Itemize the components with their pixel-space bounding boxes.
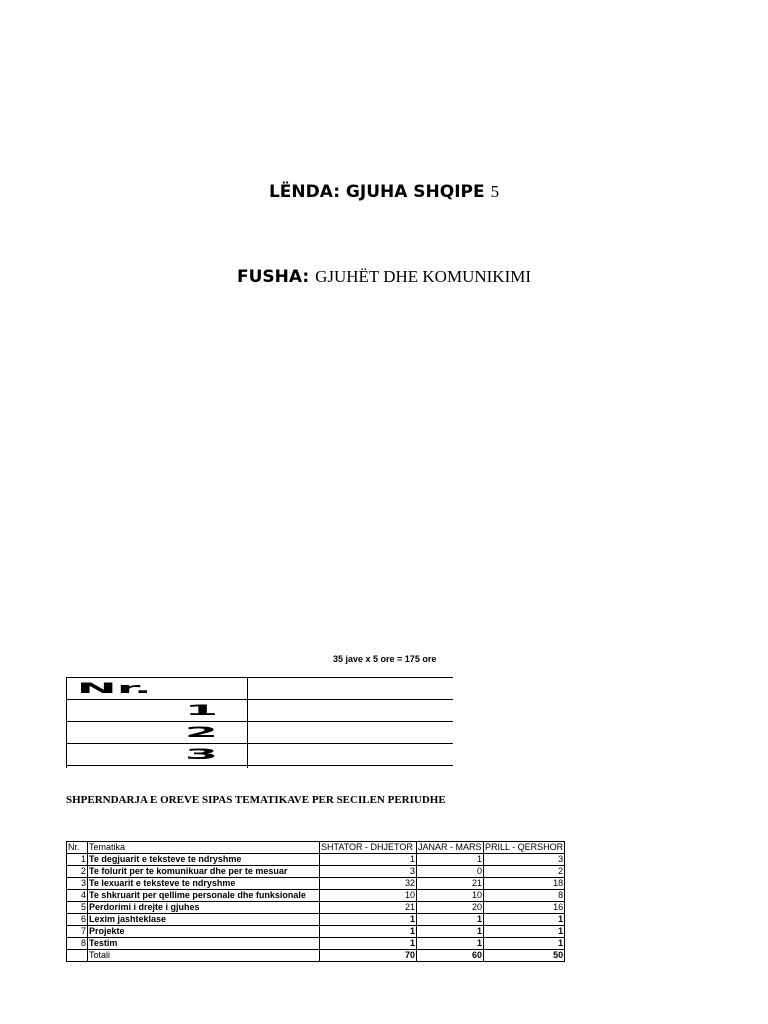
- nr-table-row: [67, 722, 454, 744]
- nr-table-header-row: [67, 678, 454, 700]
- row-value-prill: 2: [484, 866, 565, 878]
- row-value-shtator: 10: [320, 890, 417, 902]
- row-value-shtator: 1: [320, 926, 417, 938]
- row-value-janar: 1: [417, 926, 484, 938]
- total-janar: 60: [417, 950, 484, 962]
- row-value-janar: 0: [417, 866, 484, 878]
- nr-table-row: [67, 700, 454, 722]
- field-value: GJUHËT DHE KOMUNIKIMI: [315, 267, 532, 286]
- subject-grade: 5: [490, 182, 500, 201]
- hours-distribution-table: [66, 841, 565, 962]
- subject-title: [0, 182, 768, 202]
- table-row: [67, 854, 565, 866]
- nr-table-header: Nr.: [76, 679, 152, 697]
- row-number: 7: [67, 926, 88, 938]
- table-row: [67, 914, 565, 926]
- table-row: [67, 866, 565, 878]
- table-row: [67, 926, 565, 938]
- row-number: 6: [67, 914, 88, 926]
- row-number: 3: [67, 878, 88, 890]
- nr-table-row: [67, 744, 454, 766]
- column-header: SHTATOR - DHJETOR: [320, 842, 417, 854]
- row-value-shtator: 1: [320, 914, 417, 926]
- row-number: 1: [67, 854, 88, 866]
- hours-note: 35 jave x 5 ore = 175 ore: [333, 654, 437, 664]
- column-header: Nr.: [67, 842, 88, 854]
- nr-table-number: 3: [184, 745, 219, 763]
- row-value-prill: 3: [484, 854, 565, 866]
- total-prill: 50: [484, 950, 565, 962]
- row-value-prill: 8: [484, 890, 565, 902]
- nr-table: [66, 677, 453, 768]
- nr-table-number: 1: [184, 701, 219, 719]
- row-topic: Projekte: [88, 926, 320, 938]
- row-value-prill: 1: [484, 914, 565, 926]
- row-topic: Te folurit per te komunikuar dhe per te mesuar: [88, 866, 320, 878]
- row-value-prill: 1: [484, 926, 565, 938]
- row-value-prill: 1: [484, 938, 565, 950]
- total-label: Totali: [88, 950, 320, 962]
- field-title: [0, 267, 768, 287]
- table-row: [67, 878, 565, 890]
- row-number: 2: [67, 866, 88, 878]
- table-row: [67, 938, 565, 950]
- row-value-shtator: 3: [320, 866, 417, 878]
- row-value-shtator: 1: [320, 854, 417, 866]
- row-value-shtator: 32: [320, 878, 417, 890]
- row-value-janar: 1: [417, 854, 484, 866]
- column-header: PRILL - QERSHOR: [485, 842, 564, 852]
- subject-value: GJUHA SHQIPE: [345, 182, 485, 202]
- row-value-prill: 18: [484, 878, 565, 890]
- row-topic: Perdorimi i drejte i gjuhes: [88, 902, 320, 914]
- row-topic: Te lexuarit e teksteve te ndryshme: [88, 878, 320, 890]
- row-value-janar: 20: [417, 902, 484, 914]
- row-value-janar: 10: [417, 890, 484, 902]
- nr-table-number: 2: [184, 723, 219, 741]
- row-value-shtator: 1: [320, 938, 417, 950]
- row-value-janar: 21: [417, 878, 484, 890]
- section-heading: SHPERNDARJA E OREVE SIPAS TEMATIKAVE PER SECILEN PERIUDHE: [66, 794, 446, 806]
- table-row: [67, 890, 565, 902]
- total-shtator: 70: [320, 950, 417, 962]
- table-header-row: [67, 842, 565, 854]
- subject-label: LËNDA:: [268, 182, 340, 202]
- field-label: FUSHA:: [236, 267, 310, 287]
- row-number: 8: [67, 938, 88, 950]
- column-header: JANAR - MARS: [418, 842, 482, 852]
- row-number: 5: [67, 902, 88, 914]
- row-topic: Lexim jashteklase: [88, 914, 320, 926]
- table-row: [67, 902, 565, 914]
- row-value-prill: 16: [484, 902, 565, 914]
- row-value-janar: 1: [417, 914, 484, 926]
- column-header: Tematika: [88, 842, 320, 854]
- row-number: 4: [67, 890, 88, 902]
- row-topic: Testim: [88, 938, 320, 950]
- row-value-janar: 1: [417, 938, 484, 950]
- row-value-shtator: 21: [320, 902, 417, 914]
- row-topic: Te degjuarit e teksteve te ndryshme: [88, 854, 320, 866]
- row-topic: Te shkruarit per qellime personale dhe funksionale: [88, 890, 320, 902]
- table-total-row: [67, 950, 565, 962]
